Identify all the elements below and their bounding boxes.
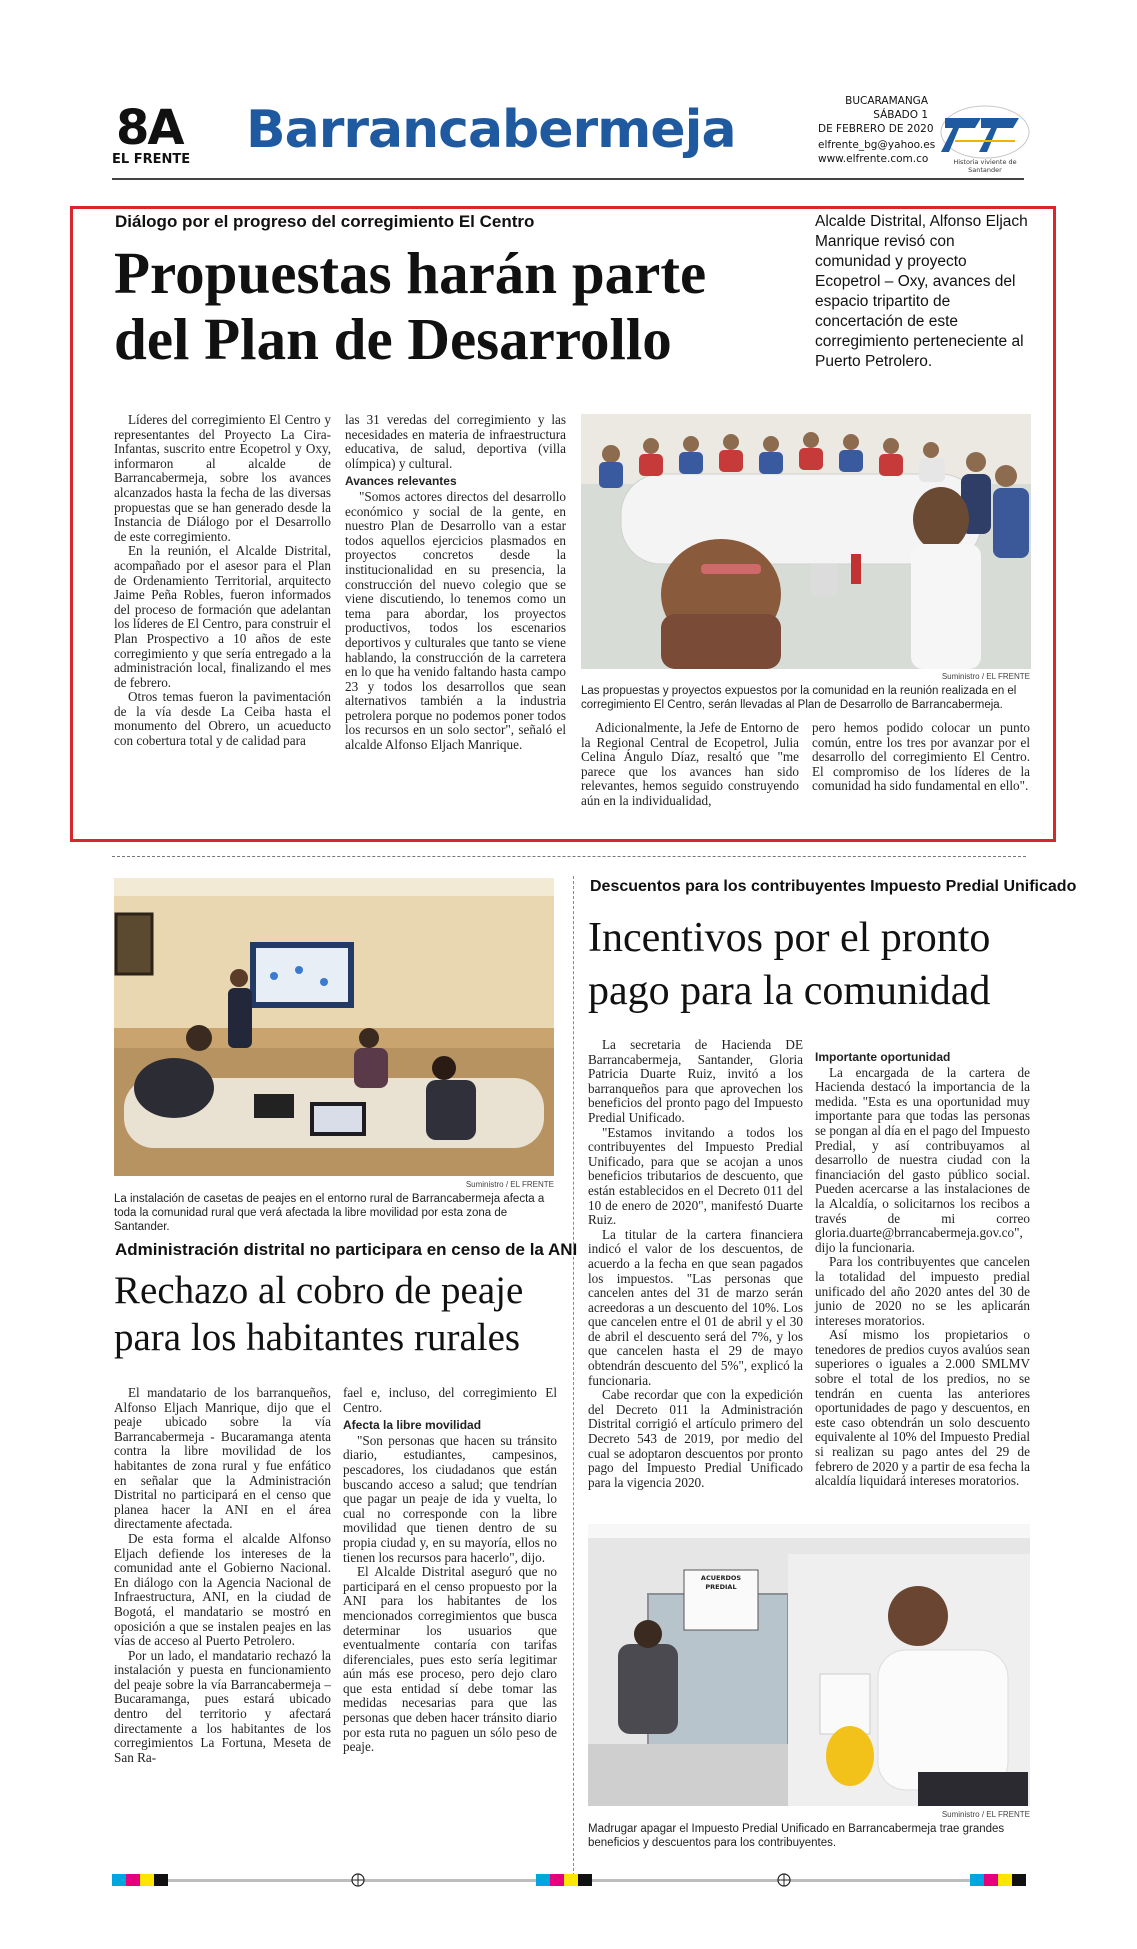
page-number: 8A xyxy=(116,100,183,156)
header-date-2: DE FEBRERO DE 2020 xyxy=(818,123,934,135)
header-email[interactable]: elfrente_bg@yahoo.es xyxy=(818,139,936,151)
story3-office-photo xyxy=(588,1524,1030,1806)
story1-headline-line2: del Plan de Desarrollo xyxy=(114,306,672,373)
story2-photo-credit: Suministro / EL FRENTE xyxy=(465,1180,554,1189)
predial-sign xyxy=(684,1574,758,1592)
predial-sign-line1: ACUERDOS xyxy=(700,1574,742,1582)
story1-kicker: Diálogo por el progreso del corregimiento El Centro xyxy=(115,212,535,231)
story2-headline xyxy=(114,1268,574,1362)
story3-photo-caption: Madrugar apagar el Impuesto Predial Unificado en Barrancabermeja trae grandes beneficios y descuentos para los contribuyentes. xyxy=(588,1823,1005,1849)
header-info xyxy=(818,94,936,166)
story3-column-1 xyxy=(588,1038,803,1490)
predial-sign-line2: PREDIAL xyxy=(705,1583,737,1591)
paragraph: Adicionalmente, la Jefe de Entorno de la Regional Central de Ecopetrol, Julia Celina Ángulo Díaz, resaltó que "me parece que los avances han sido relevantes, hemos seguido construyendo aún en la individualidad, xyxy=(581,720,799,808)
story2-kicker: Administración distrital no participara en censo de la ANI xyxy=(115,1240,578,1259)
story1-photo-caption: Las propuestas y proyectos expuestos por la comunidad en la reunión realizada en el corregimiento El Centro, serán llevadas al Plan de Desarrollo de Barrancabermeja. xyxy=(581,685,1017,711)
story3-column-2 xyxy=(815,1050,1030,1489)
paragraph: "Estamos invitando a todos los contribuyentes del Impuesto Predial Unificado, para que se acojan a unos beneficios tributarios de descuento, que están establecidos en el Decreto 011 del 10 de enero de 2020", manifestó Duarte Ruiz. xyxy=(588,1124,803,1228)
paragraph: "Somos actores directos del desarrollo económico y social de la gente, en nuestro Plan de Desarrollo van a estar todos aquellos ejercicios plasmados en proyectos concretos desde la institucionalidad en su presencia, la construcción del nuevo colegio que se viene discutiendo, lo tenemos como un tema para abordar, los proyectos productivos, todos los escenarios deportivos y culturales que tanto se viene hablando, la construcción de la carretera en lo que ha venido faltando hasta campo 23 y todos los desarrollos que sean alternativos también a la industria petrolera porque no podemos poner todos los recursos en un solo sector", señaló el alcalde Alfonso Eljach Manrique. xyxy=(345,488,566,753)
paragraph: La secretaria de Hacienda DE Barrancabermeja, Santander, Gloria Patricia Duarte Ruiz, invitó a los barranqueños para que aprovechen los beneficios del pronto pago del Impuesto Predial Unificado. xyxy=(588,1037,803,1125)
anniversary-logo xyxy=(935,100,1035,174)
header-date-1: SÁBADO 1 xyxy=(873,109,928,121)
paragraph: Otros temas fueron la pavimentación de la vía desde La Ceiba hasta el monumento del Obrero, un acueducto con cobertura total y de calidad para xyxy=(114,689,331,749)
story1-meeting-photo xyxy=(581,414,1031,669)
story3-headline-line1: Incentivos por el pronto xyxy=(588,915,991,961)
section-title: Barrancabermeja xyxy=(246,100,736,160)
story2-headline-line1: Rechazo al cobro de peaje xyxy=(114,1269,524,1312)
column-divider xyxy=(573,876,574,1876)
story2-photo-caption: La instalación de casetas de peajes en el entorno rural de Barrancabermeja afecta a toda la comunidad rural que verá afectada la libre movilidad por esta zona de Santander. xyxy=(114,1193,545,1233)
header-city: BUCARAMANGA xyxy=(845,95,928,107)
header-rule xyxy=(112,178,1024,180)
story1-column-2 xyxy=(345,413,566,753)
paragraph: En la reunión, el Alcalde Distrital, acompañado por el asesor para el Plan de Ordenamiento Territorial, arquitecto Jaime Peña Robles, fueron informados del proceso de formación que adelantan los líderes de El Centro, para construir el Plan Prospectivo a 10 años de este corregimiento y que sería entregado a la administración local, finalizando el mes de febrero. xyxy=(114,543,331,690)
paragraph: Para los contribuyentes que cancelen la totalidad del impuesto predial unificado del año 2020 antes del 30 de junio de 2020 no se les aplicarán intereses moratorios. xyxy=(815,1254,1030,1328)
paragraph: pero hemos podido colocar un punto común, entre los tres por avanzar por el desarrollo del corregimiento El Centro. El compromiso de los líderes de la comunidad ha sido fundamental en ello". xyxy=(812,720,1030,794)
story3-photo-credit: Suministro / EL FRENTE xyxy=(941,1810,1030,1819)
header-website[interactable]: www.elfrente.com.co xyxy=(818,153,929,165)
story2-headline-line2: para los habitantes rurales xyxy=(114,1315,521,1359)
paragraph: Cabe recordar que con la expedición del Decreto 011 la Administración Distrital corrigió el artículo primero del Decreto 543 de 2019, por medio del cual se adoptaron descuentos por pronto pago del Impuesto Predial Unificado para la vigencia 2020. xyxy=(588,1387,803,1490)
story3-headline-line2: pago para la comunidad xyxy=(588,967,991,1014)
paragraph: El Alcalde Distrital aseguró que no participará en el censo propuesto por la ANI para los habitantes de los mencionados corregimientos que busca determinar los usuarios que eventualmente contaría con tarifas diferenciales, pues esto sería legitimar aún más ese proceso, pero dejo claro que esta entidad sí debe tomar las medidas necesarias para que las personas que deben hacer tránsito diario por esta ruta no paguen un sólo peso de peaje. xyxy=(343,1564,557,1755)
paragraph: "Son personas que hacen su tránsito diario, estudiantes, campesinos, pescadores, los ciudadanos que están buscando acceso a salud; que tendrían que pagar un peaje de ida y vuelta, lo cual no corresponde con la libre movilidad que tienen dentro de su propia ciudad y, en su mayoría, ellos no tienen los recursos para hacerlo", dijo. xyxy=(343,1432,557,1565)
story1-photo-credit: Suministro / EL FRENTE xyxy=(941,672,1030,681)
paragraph: La titular de la cartera financiera indicó el valor de los descuentos, de acuerdo a la fecha en que sean pagados los impuestos. "Las personas que cancelen antes del 31 de marzo serán acreedoras a un descuento del 10%. Los que cancelen entre el 01 de abril y el 30 de abril el descuento será del 7%, y los que cancelen hasta el 29 de mayo obtendrán descuento del 5%", explicó la funcionaria. xyxy=(588,1226,803,1388)
paragraph: Líderes del corregimiento El Centro y representantes del Proyecto La Cira-Infantas, suscrito entre Ecopetrol y Oxy, informaron al alcalde de Barrancabermeja, sobre los avances alcanzados hasta la fecha de las diversas propuestas que se han generado desde la Instancia de Diálogo por el Desarrollo de este corregimiento. xyxy=(114,412,331,544)
story3-kicker: Descuentos para los contribuyentes Impuesto Predial Unificado xyxy=(590,878,1077,895)
story1-headline-line1: Propuestas harán parte xyxy=(114,240,707,306)
paragraph: fael e, incluso, del corregimiento El Centro. xyxy=(343,1385,557,1415)
paragraph: Así mismo los propietarios o tenedores de predios cuyos avalúos sean superiores o iguales a 2.000 SMLMV sobre el total de los predios, no se tendrán en cuenta las anteriores oportunidades de pago y descuentos, en este caso obtendrán un solo descuento equivalente al 10% del Impuesto Predial si realizan su pago antes del 29 de febrero de 2020 y a partir de esa fecha la alcaldía liquidará intereses moratorios. xyxy=(815,1327,1030,1489)
story3-headline xyxy=(588,912,1038,1018)
paragraph: Por un lado, el mandatario rechazó la instalación y puesta en funcionamiento del peaje sobre la vía Barrancabermeja – Bucaramanga, pues estará ubicado dentro del territorio y afectará directamente a los habitantes de los corregimientos La Fortuna, Meseta de San Ra- xyxy=(114,1647,331,1765)
story1-column-1 xyxy=(114,413,331,749)
story1-lead: Alcalde Distrital, Alfonso Eljach Manrique revisó con comunidad y proyecto Ecopetrol – Oxy, avances del espacio tripartito de concertación de este corregimiento perteneciente al Puerto Petrolero. xyxy=(815,213,1028,370)
story1-subhead: Avances relevantes xyxy=(345,474,457,489)
story1-column-3 xyxy=(581,721,799,809)
story1-headline xyxy=(114,240,814,372)
story2-column-1 xyxy=(114,1386,331,1765)
story3-subhead: Importante oportunidad xyxy=(815,1050,951,1064)
story2-column-2 xyxy=(343,1386,557,1755)
story1-column-4 xyxy=(812,721,1030,794)
story2-subhead: Afecta la libre movilidad xyxy=(343,1418,482,1433)
paragraph: las 31 veredas del corregimiento y las necesidades en materia de infraestructura educativa, de salud, deportiva (villa olímpica) y cultural. xyxy=(345,412,566,471)
paragraph: La encargada de la cartera de Hacienda destacó la importancia de la medida. "Esta es una oportunidad muy importante para que todas las personas se pongan al día en el pago del Impuesto Predial, y así contribuyamos al desarrollo de nuestra ciudad con la financiación del gasto público social. Pueden acercarse a las instalaciones de la Alcaldía, o solicitarnos los recibos a través de mi correo gloria.duarte@brrancabermeja.gov.co", dijo la funcionaria. xyxy=(815,1064,1030,1255)
section-divider xyxy=(112,856,1026,857)
brand-name: EL FRENTE xyxy=(112,152,191,167)
logo-tagline: Historia viviente de Santander xyxy=(953,158,1017,174)
paragraph: De esta forma el alcalde Alfonso Eljach defiende los intereses de la comunidad ante el Gobierno Nacional. En diálogo con la Agencia Nacional de Infraestructura, ANI, en la ciudad de Bogotá, el mandatario se mostró en oposición a que se instalen peajes en las vías de acceso al Puerto Petrolero. xyxy=(114,1530,331,1649)
story2-meeting-photo xyxy=(114,878,554,1176)
print-registration-strip xyxy=(112,1872,1026,1886)
paragraph: El mandatario de los barranqueños, Alfonso Eljach Manrique, dijo que el peaje ubicado sobre la vía Barrancabermeja - Bucaramanga atenta contra la libre movilidad de los habitantes de zona rural y fue enfático en señalar que la Administración Distrital no participará en el censo que planea hacer la ANI en el área directamente afectada. xyxy=(114,1385,331,1532)
